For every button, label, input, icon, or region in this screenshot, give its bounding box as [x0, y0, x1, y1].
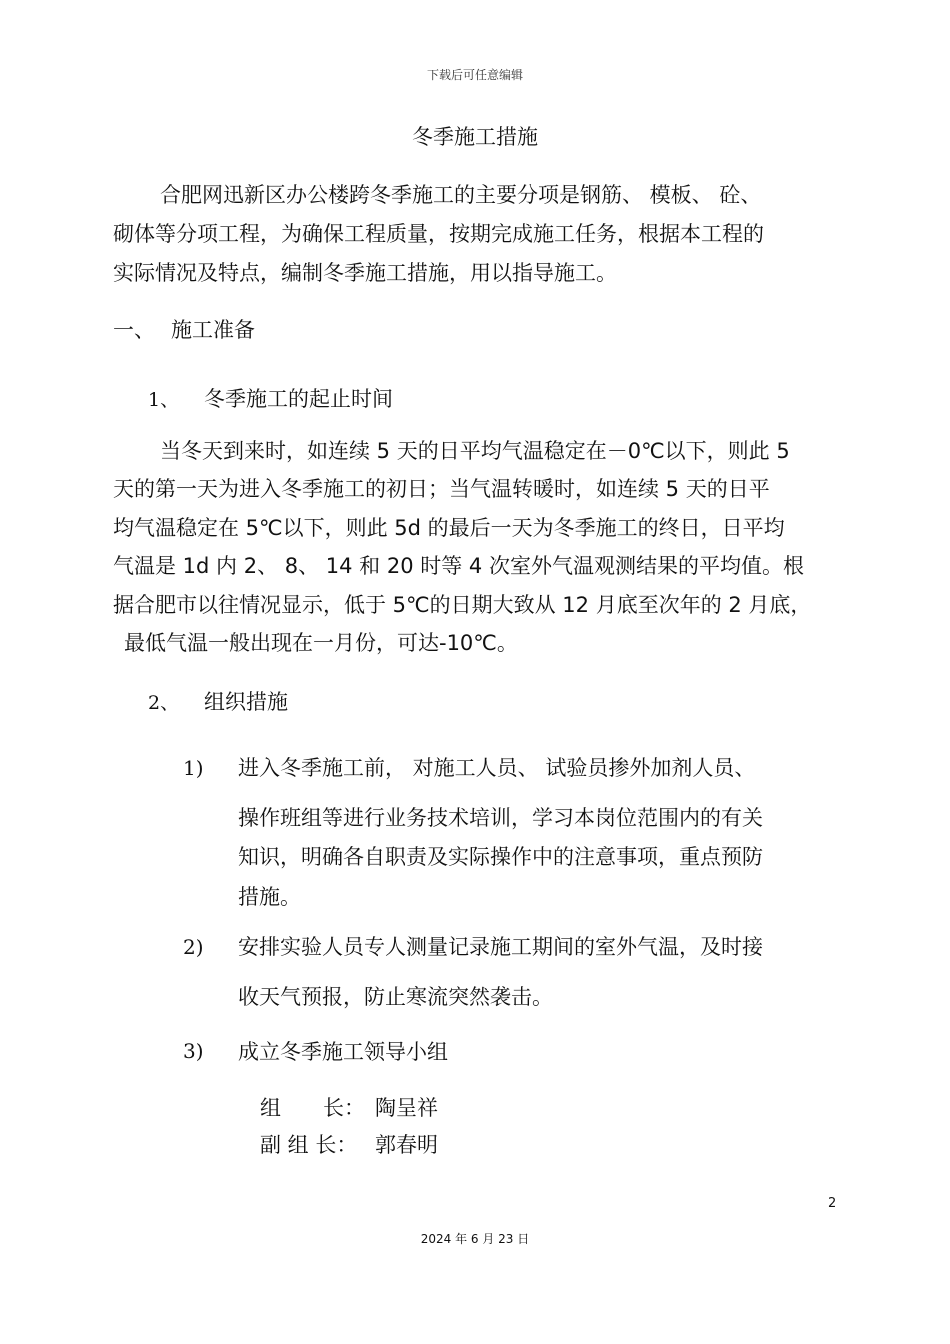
item-number: 1)	[183, 756, 204, 780]
item-body	[238, 749, 763, 917]
item-line: 收天气预报，防止寒流突然袭击。	[238, 984, 553, 1009]
item-line: 成立冬季施工领导小组	[238, 1040, 448, 1064]
item-body	[238, 1032, 448, 1072]
role-name: 郭春明	[375, 1133, 438, 1157]
item-line: 进入冬季施工前， 对施工人员、 试验员掺外加剂人员、	[238, 756, 756, 780]
header-note: 下载后可任意编辑	[426, 68, 523, 82]
role-row	[260, 1092, 438, 1122]
item-body	[238, 928, 763, 1017]
intro-line: 合肥网迅新区办公楼跨冬季施工的主要分项是钢筋、 模板、 砼、	[160, 183, 762, 207]
footer-date: 2024 年 6 月 23 日	[420, 1232, 530, 1246]
role-label: 组 长：	[260, 1096, 365, 1120]
intro-line: 实际情况及特点，编制冬季施工措施，用以指导施工。	[113, 261, 617, 285]
period-line: 据合肥市以往情况显示，低于 5℃的日期大致从 12 月底至次年的 2 月底，	[113, 592, 812, 617]
period-line: 最低气温一般出现在一月份，可达-10℃。	[124, 631, 518, 656]
section-number: 一、	[113, 318, 155, 342]
page-number: 2	[828, 1196, 837, 1211]
subsection-heading	[148, 686, 288, 716]
subsection-number: 2、	[148, 692, 180, 714]
period-line: 当冬天到来时，如连续 5 天的日平均气温稳定在－0℃以下，则此 5	[160, 439, 790, 463]
item-line: 操作班组等进行业务技术培训，学习本岗位范围内的有关	[238, 805, 763, 830]
document-title: 冬季施工措施	[412, 125, 538, 149]
period-line: 均气温稳定在 5℃以下，则此 5d 的最后一天为冬季施工的终日，日平均	[113, 515, 785, 540]
period-paragraph	[113, 432, 811, 662]
role-row	[260, 1129, 438, 1159]
role-name: 陶呈祥	[375, 1096, 438, 1120]
subsection-heading	[148, 383, 393, 413]
period-line: 气温是 1d 内 2、 8、 14 和 20 时等 4 次室外气温观测结果的平均值。根	[113, 554, 804, 579]
role-label: 副 组 长：	[260, 1133, 358, 1157]
period-line: 天的第一天为进入冬季施工的初日；当气温转暖时，如连续 5 天的日平	[113, 477, 770, 502]
subsection-number: 1、	[148, 389, 180, 411]
intro-paragraph	[113, 176, 764, 293]
item-line: 安排实验人员专人测量记录施工期间的室外气温，及时接	[238, 935, 763, 959]
item-line: 措施。	[238, 884, 301, 909]
item-number: 2)	[183, 935, 204, 959]
item-number: 3)	[183, 1039, 204, 1063]
item-line: 知识，明确各自职责及实际操作中的注意事项，重点预防	[238, 845, 763, 869]
subsection-title: 组织措施	[204, 690, 288, 714]
subsection-title: 冬季施工的起止时间	[204, 387, 393, 411]
section-title: 施工准备	[171, 318, 255, 342]
section-heading	[113, 314, 255, 344]
intro-line: 砌体等分项工程，为确保工程质量，按期完成施工任务，根据本工程的	[113, 222, 764, 246]
